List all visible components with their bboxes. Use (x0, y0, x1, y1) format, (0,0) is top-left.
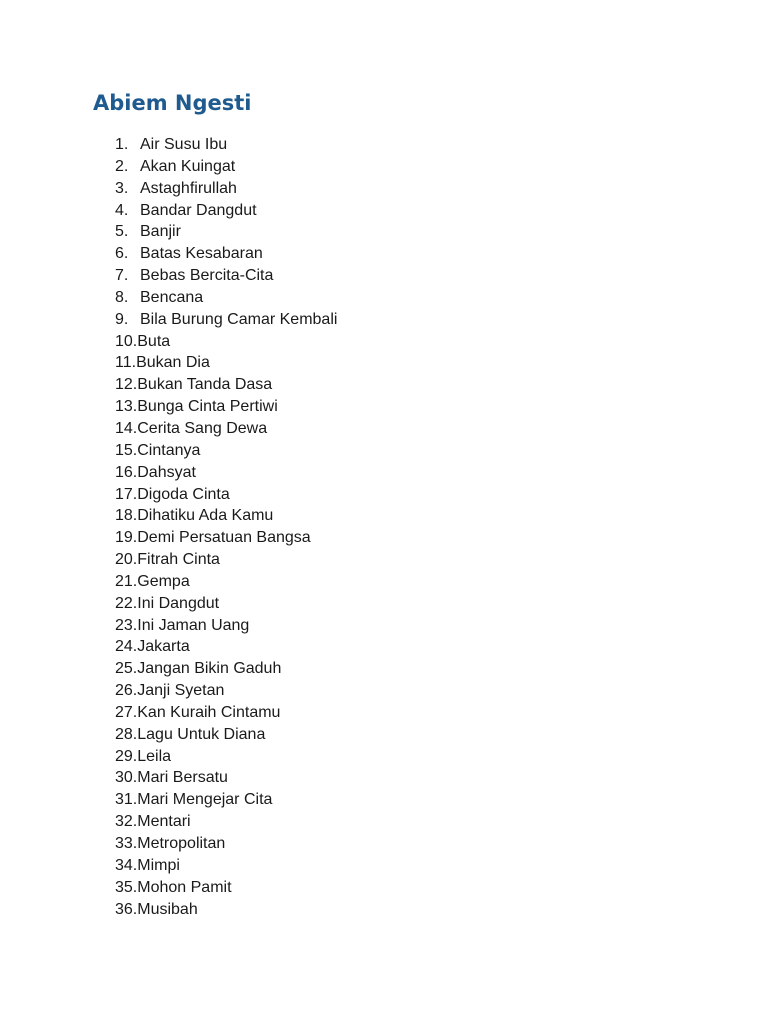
list-item-number: 5. (115, 223, 129, 241)
list-item-number: 27. (115, 703, 138, 721)
list-item (115, 833, 337, 855)
song-title: Mari Mengejar Cita (137, 791, 273, 809)
list-item (115, 331, 337, 353)
list-item (115, 636, 337, 658)
list-item (115, 855, 337, 877)
list-item-number: 26. (115, 682, 138, 700)
list-item-number: 20. (115, 551, 138, 569)
list-item (115, 440, 337, 462)
song-title: Astaghfirullah (140, 179, 237, 197)
song-title: Dahsyat (137, 463, 196, 481)
list-item (115, 724, 337, 746)
list-item-number: 24. (115, 638, 138, 656)
song-title: Kan Kuraih Cintamu (137, 703, 281, 721)
song-title: Mimpi (137, 856, 180, 874)
list-item (115, 789, 337, 811)
list-item (115, 702, 337, 724)
song-title: Bandar Dangdut (140, 201, 257, 219)
list-item (115, 767, 337, 789)
list-item (115, 418, 337, 440)
song-title: Cerita Sang Dewa (137, 419, 268, 437)
list-item-number: 33. (115, 835, 138, 852)
song-title: Fitrah Cinta (137, 551, 220, 569)
list-item-number: 17. (115, 485, 138, 503)
song-title: Buta (137, 332, 171, 350)
list-item (115, 811, 337, 833)
list-item-number: 15. (115, 441, 138, 459)
list-item-number: 13. (115, 398, 138, 416)
list-item-number: 18. (115, 507, 138, 525)
song-title: Bebas Bercita-Cita (140, 267, 274, 285)
list-item-number: 21. (115, 572, 138, 590)
song-title: Batas Kesabaran (140, 245, 263, 263)
song-list (115, 134, 337, 920)
list-item-number: 10. (115, 332, 138, 350)
list-item (115, 156, 337, 178)
list-item-number: 23. (115, 616, 138, 634)
list-item-number: 3. (115, 179, 129, 197)
list-item (115, 243, 337, 265)
list-item-number: 22. (115, 594, 138, 612)
list-item-number: 36. (115, 900, 138, 918)
song-title: Akan Kuingat (140, 157, 236, 175)
list-item-number: 12. (115, 376, 138, 394)
list-item (115, 615, 337, 637)
list-item (115, 899, 337, 921)
list-item (115, 680, 337, 702)
song-title: Air Susu Ibu (140, 136, 228, 153)
song-title: Musibah (137, 900, 198, 918)
list-item-number: 35. (115, 878, 138, 896)
song-title: Metropolitan (137, 835, 226, 852)
list-item (115, 571, 337, 593)
list-item (115, 505, 337, 527)
song-title: Mari Bersatu (137, 769, 228, 787)
song-title: Banjir (140, 223, 181, 241)
list-item-number: 19. (115, 529, 138, 547)
song-title: Jangan Bikin Gaduh (137, 660, 282, 678)
list-item-number: 30. (115, 769, 138, 787)
list-item-number: 6. (115, 245, 129, 263)
list-item-number: 28. (115, 725, 138, 743)
page-title: Abiem Ngesti (93, 91, 252, 115)
song-title: Mentari (137, 813, 191, 831)
list-item-number: 4. (115, 201, 129, 219)
list-item-number: 1. (115, 136, 129, 153)
list-item (115, 593, 337, 615)
list-item-number: 8. (115, 288, 129, 306)
list-item (115, 200, 337, 222)
list-item-number: 11. (115, 354, 137, 372)
list-item-number: 16. (115, 463, 138, 481)
song-title: Bila Burung Camar Kembali (140, 310, 338, 328)
song-title: Demi Persatuan Bangsa (137, 529, 311, 547)
list-item-number: 34. (115, 856, 138, 874)
list-item (115, 265, 337, 287)
song-title: Gempa (137, 572, 190, 590)
list-item (115, 352, 337, 374)
list-item-number: 29. (115, 747, 138, 765)
song-title: Bukan Dia (136, 354, 210, 372)
list-item (115, 877, 337, 899)
list-item (115, 746, 337, 768)
list-item (115, 484, 337, 506)
list-item-number: 14. (115, 419, 138, 437)
list-item (115, 658, 337, 680)
song-title: Jakarta (137, 638, 190, 656)
list-item-number: 32. (115, 813, 138, 831)
song-title: Bencana (140, 288, 204, 306)
song-title: Bunga Cinta Pertiwi (137, 398, 278, 416)
song-title: Leila (137, 747, 172, 765)
list-item (115, 309, 337, 331)
song-title: Ini Dangdut (137, 594, 220, 612)
list-item-number: 7. (115, 267, 129, 285)
list-item (115, 527, 337, 549)
list-item-number: 9. (115, 310, 129, 328)
list-item-number: 2. (115, 157, 129, 175)
song-title: Cintanya (137, 441, 201, 459)
list-item (115, 462, 337, 484)
list-item (115, 221, 337, 243)
song-title: Ini Jaman Uang (137, 616, 250, 634)
song-title: Mohon Pamit (137, 878, 232, 896)
song-title: Digoda Cinta (137, 485, 230, 503)
list-item (115, 396, 337, 418)
song-title: Lagu Untuk Diana (137, 725, 266, 743)
song-title: Janji Syetan (137, 682, 225, 700)
list-item (115, 374, 337, 396)
song-title: Dihatiku Ada Kamu (137, 507, 274, 525)
list-item (115, 549, 337, 571)
list-item-number: 25. (115, 660, 138, 678)
list-item-number: 31. (115, 791, 138, 809)
song-title: Bukan Tanda Dasa (137, 376, 273, 394)
list-item (115, 134, 337, 156)
list-item (115, 287, 337, 309)
list-item (115, 178, 337, 200)
